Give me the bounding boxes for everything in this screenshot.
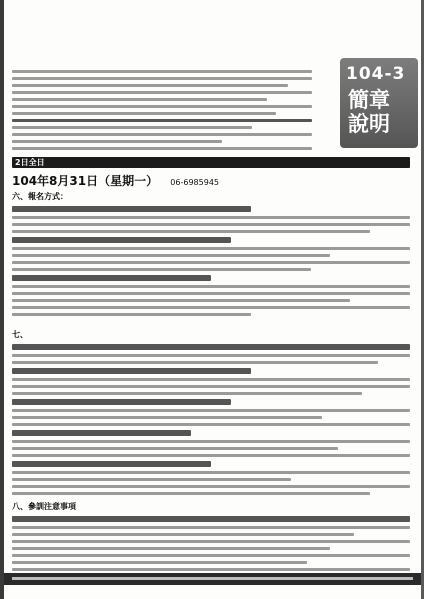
section-7-heading: 七、 [12, 330, 28, 339]
deadline-date: 104年8月31日（星期一） [12, 174, 159, 188]
stamp-badge-icon [340, 58, 418, 148]
badge-label: 簡章說明 [348, 88, 390, 136]
section-7-body [12, 344, 410, 499]
session-date: 2日全日 [15, 158, 45, 167]
deadline-line [12, 174, 219, 190]
section-6-heading: 六、報名方式： [12, 192, 68, 201]
section-8-heading: 八、參訓注意事項 [12, 502, 76, 511]
section-6-body [12, 206, 410, 320]
footer-notice-text [12, 577, 413, 580]
section-8-body [12, 516, 410, 575]
schedule-band [12, 157, 410, 168]
scan-edge-left [0, 0, 4, 599]
intro-text-block [12, 70, 312, 154]
contact-phone: 06-6985945 [170, 178, 219, 187]
footer-notice-band [4, 573, 421, 585]
badge-number: 104-3 [346, 64, 406, 84]
